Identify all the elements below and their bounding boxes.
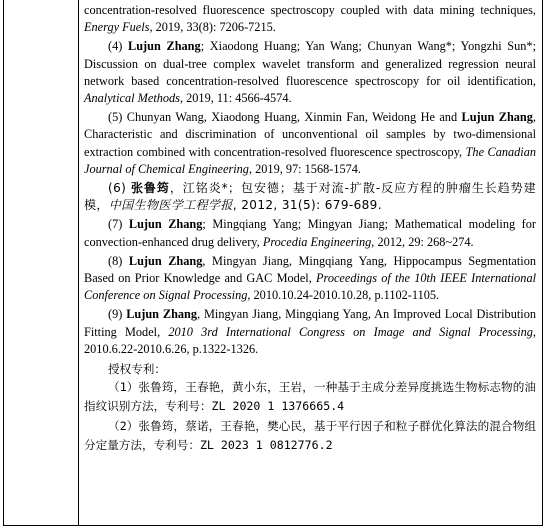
journal-name: 中国生物医学工程学报: [108, 198, 233, 213]
citation-text: , Characteristic and discrimination of unconventional oil samples by two-dimensional extraction combined with concentration-resolved fluorescence spectroscopy,: [84, 110, 536, 159]
paper-entry: [84, 109, 536, 178]
author-name: Lujun Zhang: [126, 307, 198, 322]
patent-entry: （1）张鲁筠，王春艳，黄小东，王岩，一种基于主成分差异度挑选生物标志物的油指纹识别方法，专利号：ZL 2020 1 1376665.4: [84, 380, 536, 413]
citation-text: , 2012, 29: 268~274.: [371, 234, 474, 249]
journal-name: Energy Fuels: [84, 20, 150, 35]
journal-name: Procedia Engineering: [262, 234, 372, 249]
author-name: Lujun Zhang: [461, 110, 533, 125]
citation-text: , 2012, 31(5): 679-689.: [232, 198, 382, 213]
citation-text: , 2019, 97: 1568-1574.: [248, 161, 362, 176]
author-name: Lujun Zhang: [128, 217, 203, 232]
patent-entry: （2）张鲁筠，蔡诺，王春艳，樊心民，基于平行因子和粒子群优化算法的混合物组分定量方法，专利号：ZL 2023 1 0812776.2: [84, 419, 536, 452]
citation-text: (5) Chunyan Wang, Xiaodong Huang, Xinmin Fan, Weidong He and: [108, 110, 462, 125]
author-name: 张鲁筠: [130, 181, 170, 196]
patent-list: [84, 378, 536, 454]
citation-text: ; Mingqiang Yang; Mingyan Jiang; Mathematical modeling for convection-enhanced drug delivery,: [84, 217, 536, 249]
citation-text: ; Xiaodong Huang; Yan Wang; Chunyan Wang*; Yongzhi Sun*; Discussion on dual-tree complex wavelet transform and generalized regression neural network based concentration-resolved fluorescence spectroscopy for oil identification,: [84, 39, 536, 88]
citation-text: , Mingyan Jiang, Mingqiang Yang, Hippocampus Segmentation Based on Prior Knowledge and GAC Model,: [84, 253, 536, 286]
citation-text: , 2019, 33(8): 7206-7215.: [149, 20, 276, 35]
journal-name: Analytical Methods: [84, 91, 180, 106]
citation-text: , Mingyan Jiang, Mingqiang Yang, An Improved Local Distribution Fitting Model,: [84, 307, 536, 339]
citation-text: (8): [108, 253, 129, 268]
citation-text: , 2019, 11: 4566-4574.: [179, 91, 292, 106]
patent-heading: 授权专利：: [108, 362, 166, 377]
citation-text: (4): [108, 39, 129, 54]
paper-list: [84, 2, 536, 358]
citation-text: , 2010.10.24-2010.10.28, p.1102-1105.: [247, 288, 440, 303]
citation-text: ，江铭炎*；包安德；基于对流-扩散-反应方程的肿瘤生长趋势建模，: [84, 181, 536, 213]
author-name: Lujun Zhang: [128, 253, 203, 268]
journal-name: Proceedings of the 10th IEEE International Conference on Signal Processing: [84, 271, 537, 303]
citation-text: (6): [108, 181, 131, 196]
paper-entry: [84, 180, 536, 214]
author-name: Lujun Zhang: [128, 39, 201, 54]
publication-list: [84, 2, 536, 456]
paper-entry: [84, 38, 536, 107]
citation-text: (7): [108, 217, 129, 232]
citation-text: concentration-resolved fluorescence spectroscopy coupled with data mining techniques,: [84, 3, 536, 17]
citation-text: (9): [108, 307, 127, 322]
paper-entry: [84, 216, 536, 250]
paper-entry: [84, 306, 536, 358]
journal-name: 2010 3rd International Congress on Image and Signal Processing: [168, 324, 533, 339]
journal-name: The Canadian Journal of Chemical Engineering: [84, 144, 536, 176]
column-divider: [78, 0, 79, 526]
citation-text: , 2010.6.22-2010.6.26, p.1322-1326.: [84, 324, 536, 356]
paper-entry: [84, 253, 536, 305]
paper-entry-continued: [84, 2, 536, 36]
